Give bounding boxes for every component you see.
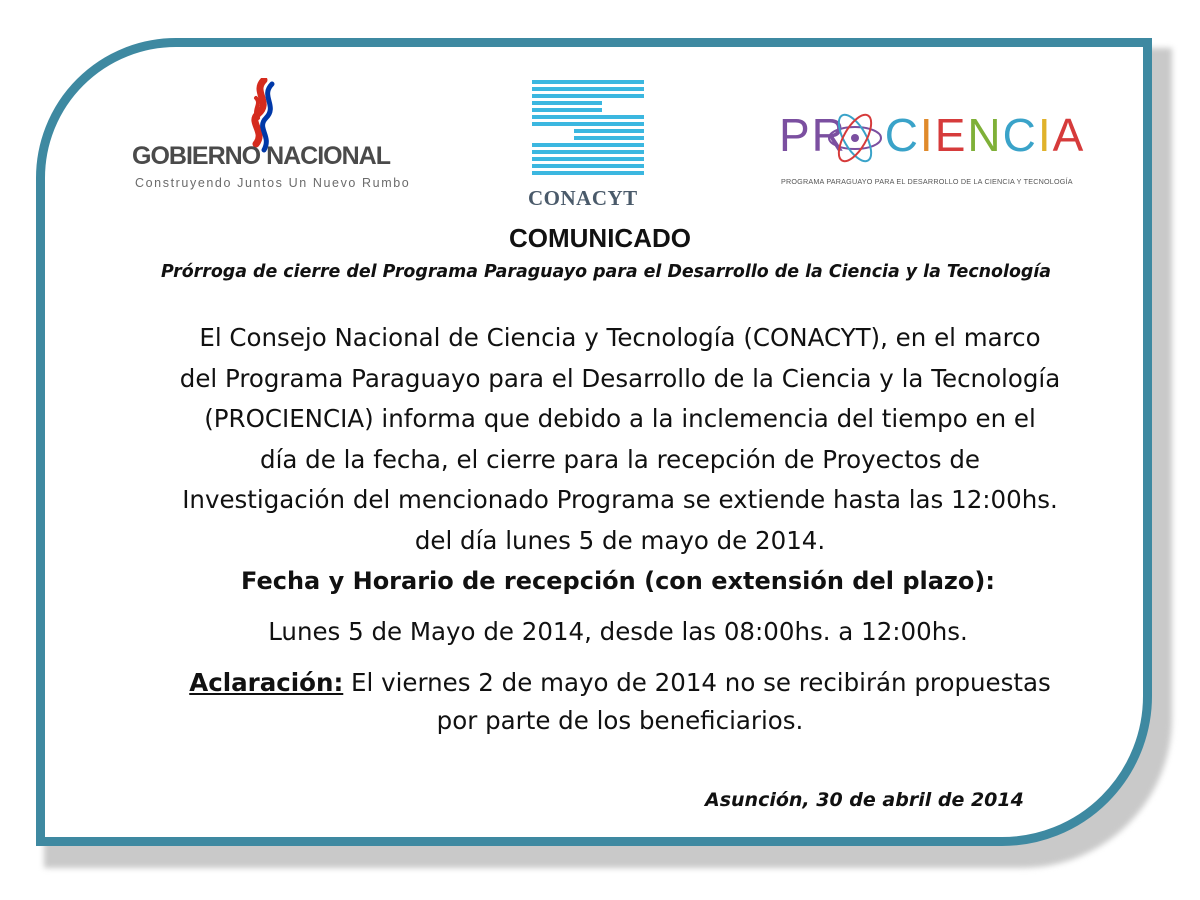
gobierno-nacional-logo — [132, 78, 411, 196]
schedule-line: Lunes 5 de Mayo de 2014, desde las 08:00hs. a 12:00hs. — [268, 617, 968, 646]
document-subtitle: Prórroga de cierre del Programa Paraguayo para el Desarrollo de la Ciencia y la Tecnología — [160, 262, 1052, 282]
gobierno-nacional-name: GOBIERNO NACIONAL — [132, 142, 390, 170]
prociencia-letter: I — [1037, 109, 1053, 161]
clarification-text-cont: por parte de los beneficiarios. — [436, 706, 804, 735]
prociencia-letter: E — [934, 109, 968, 161]
prociencia-letter: A — [1052, 109, 1086, 161]
body-line: día de la fecha, el cierre para la recepción de Proyectos de — [260, 444, 980, 474]
body-line: Investigación del mencionado Programa se extiende hasta las 12:00hs. — [182, 485, 1058, 515]
clarification — [120, 664, 1120, 740]
prociencia-letter: N — [967, 109, 1003, 161]
body-line: del día lunes 5 de mayo de 2014. — [414, 525, 826, 555]
gobierno-nacional-tagline: Construyendo Juntos Un Nuevo Rumbo — [135, 176, 411, 190]
document-title: COMUNICADO — [509, 223, 691, 253]
prociencia-letter: C — [884, 109, 920, 161]
clarification-label: Aclaración: — [189, 668, 344, 697]
prociencia-letter: C — [1002, 109, 1038, 161]
atom-icon — [825, 100, 885, 178]
clarification-text: El viernes 2 de mayo de 2014 no se recibirán propuestas — [343, 668, 1051, 697]
prociencia-logo — [775, 100, 1085, 195]
body-line: (PROCIENCIA) informa que debido a la inclemencia del tiempo en el — [204, 404, 1036, 434]
schedule-heading: Fecha y Horario de recepción (con extensión del plazo): — [241, 567, 995, 595]
conacyt-logo — [526, 78, 650, 214]
conacyt-name: CONACYT — [528, 186, 638, 210]
prociencia-letter: PR — [779, 109, 847, 161]
signoff-date: Asunción, 30 de abril de 2014 — [705, 789, 1024, 811]
body-line: El Consejo Nacional de Ciencia y Tecnología (CONACYT), en el marco — [199, 323, 1041, 352]
announcement-body — [120, 318, 1120, 562]
body-line: del Programa Paraguayo para el Desarrollo de la Ciencia y la Tecnología — [179, 363, 1061, 393]
conacyt-stripes-icon — [526, 78, 650, 182]
prociencia-letter: I — [919, 109, 935, 161]
prociencia-tagline: PROGRAMA PARAGUAYO PARA EL DESARROLLO DE LA CIENCIA Y TECNOLOGÍA — [781, 177, 1073, 186]
